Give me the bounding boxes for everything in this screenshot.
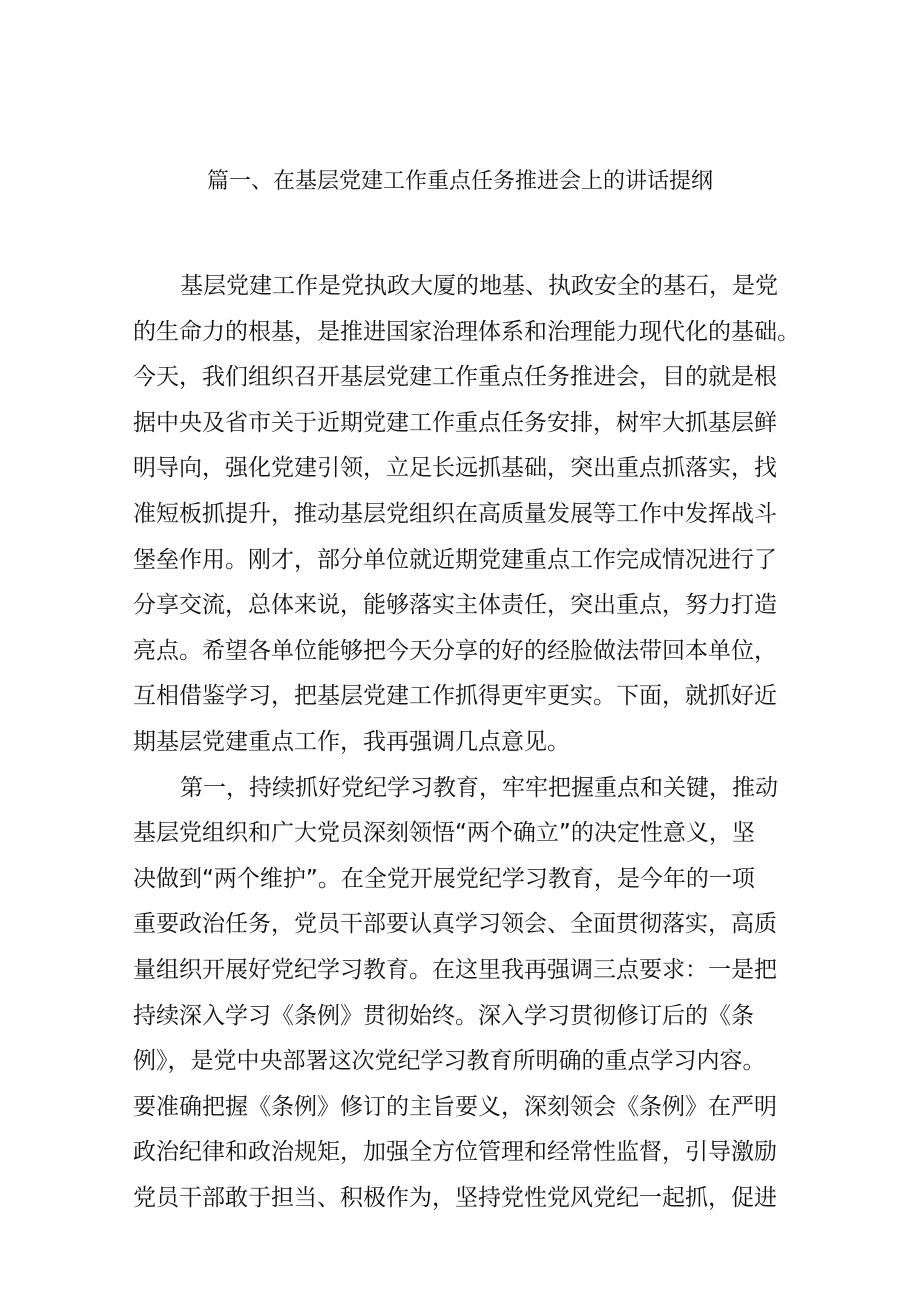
paragraph-1-line-1: 基层党建工作是党执政大厦的地基、执政安全的基石，是党 [180, 273, 778, 299]
paragraph-1-line-5: 明导向，强化党建引领，立足长远抓基础，突出重点抓落实，找 [133, 455, 777, 482]
paragraph-2-line-1: 第一，持续抓好党纪学习教育，牢牢把握重点和关键，推动 [180, 774, 778, 801]
paragraph-1-line-4: 据中央及省市关于近期党建工作重点任务安排，树牢大抓基层鲜 [133, 409, 777, 436]
paragraph-2-line-9: 政治纪律和政治规矩，加强全方位管理和经常性监督，引导激励 [133, 1139, 777, 1166]
paragraph-1-line-11: 期基层党建重点工作，我再强调几点意见。 [133, 728, 570, 755]
paragraph-2-line-10: 党员干部敢于担当、积极作为，坚持党性党风党纪一起抓，促进 [133, 1184, 777, 1211]
paragraph-1-line-9: 亮点。希望各单位能够把今天分享的好的经脸做法带回本单位， [133, 637, 777, 664]
paragraph-1-line-10: 互相借鉴学习，把基层党建工作抓得更牢更实。下面，就抓好近 [133, 683, 777, 710]
paragraph-2-line-7: 例》，是党中央部署这次党纪学习教育所明确的重点学习内容。 [133, 1048, 766, 1075]
paragraph-1-line-7: 堡垒作用。刚才，部分单位就近期党建重点工作完成情况进行了 [133, 546, 777, 573]
paragraph-2-line-4: 重要政治任务，党员干部要认真学习领会、全面贯彻落实，高质 [133, 911, 777, 938]
paragraph-1-line-8: 分享交流，总体来说，能够落实主体责任，突出重点，努力打造 [133, 592, 777, 619]
document-body [133, 264, 798, 1221]
paragraph-2-line-5: 量组织开展好党纪学习教育。在这里我再强调三点要求：一是把 [133, 956, 777, 983]
paragraph-2-line-2: 基层党组织和广大党员深刻领悟“两个确立”的决定性意义，坚 [133, 820, 755, 847]
paragraph-2-line-8: 要准确把握《条例》修订的主旨要义，深刻领会《条例》在严明 [133, 1093, 777, 1120]
document-title: 篇一、在基层党建工作重点任务推进会上的讲话提纲 [206, 169, 713, 194]
paragraph-2-line-6: 持续深入学习《条例》贯彻始终。深入学习贯彻修订后的《条 [133, 1002, 754, 1029]
paragraph-1-line-6: 准短板抓提升，推动基层党组织在高质量发展等工作中发挥战斗 [133, 500, 777, 527]
paragraph-1-line-3: 今天，我们组织召开基层党建工作重点任务推进会，目的就是根 [133, 364, 777, 391]
paragraph-1-line-2: 的生命力的根基，是推进国家治理体系和治理能力现代化的基础。 [133, 318, 800, 345]
paragraph-2-line-3: 决做到“两个维护”。在全党开展党纪学习教育，是今年的一项 [133, 865, 755, 892]
